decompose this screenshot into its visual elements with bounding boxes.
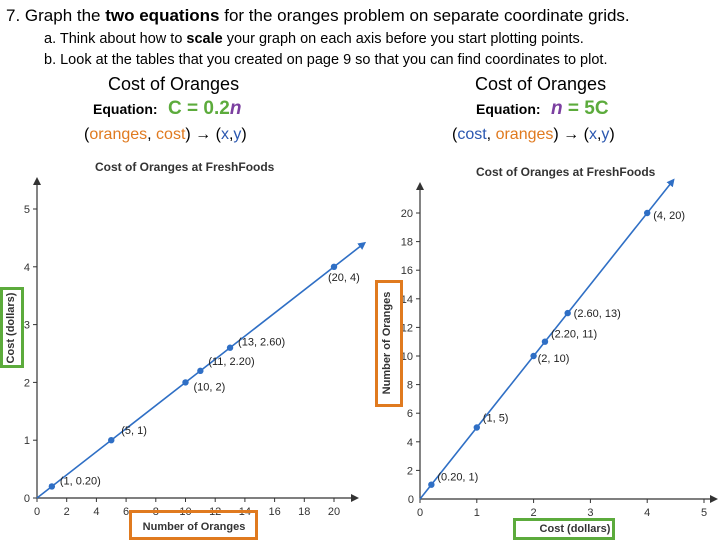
right-xy-x: x xyxy=(588,126,597,143)
data-point xyxy=(564,310,570,316)
x-tick-label: 18 xyxy=(298,506,311,518)
right-pair-first: cost xyxy=(457,126,487,143)
x-axis-label: Cost (dollars) xyxy=(539,523,611,535)
data-point-label: (2.60, 13) xyxy=(573,308,621,321)
right-xy-close: ) xyxy=(609,126,615,143)
y-tick-label: 6 xyxy=(406,408,413,421)
y-tick-label: 18 xyxy=(400,236,413,249)
right-arrow-icon: → xyxy=(558,126,584,143)
left-eq-mid: = 0.2 xyxy=(181,98,230,119)
instruction-b: b. Look at the tables that you created on page 9 so that you can find coordinates to plot. xyxy=(44,52,608,68)
left-arrow-icon: → xyxy=(190,126,216,143)
x-tick-label: 20 xyxy=(327,506,341,518)
y-tick-label: 1 xyxy=(23,435,30,448)
right-pair-comma: , xyxy=(486,126,496,143)
y-axis-label: Number of Oranges xyxy=(381,291,393,395)
y-tick-label: 10 xyxy=(400,351,413,363)
left-equation-label: Equation: xyxy=(93,101,158,117)
chart-title: Cost of Oranges at FreshFoods xyxy=(476,165,656,179)
right-xy-open: ( xyxy=(583,126,589,143)
left-eq-c: C xyxy=(168,98,182,119)
left-xy-close: ) xyxy=(241,126,247,143)
left-eq-n: n xyxy=(229,98,242,119)
data-point-label: (13, 2.60) xyxy=(238,336,286,349)
data-point-label: (20, 4) xyxy=(328,271,360,284)
data-point-label: (1, 0.20) xyxy=(59,475,101,488)
data-point xyxy=(644,210,650,216)
right-equation-label: Equation: xyxy=(476,101,541,117)
data-point xyxy=(530,353,536,359)
left-pair-second: cost xyxy=(156,126,186,143)
right-pair-second: oranges xyxy=(495,126,554,143)
data-point xyxy=(182,379,188,385)
question-bold: two equations xyxy=(105,6,220,25)
data-point xyxy=(428,482,434,488)
x-tick-label: 5 xyxy=(700,507,708,519)
left-xy-open: ( xyxy=(215,126,221,143)
x-tick-label: 4 xyxy=(93,506,100,518)
instruction-a-bold: scale xyxy=(186,31,223,47)
data-point xyxy=(542,339,548,345)
data-point-label: (10, 2) xyxy=(193,381,226,394)
y-tick-label: 14 xyxy=(400,293,413,306)
right-eq-n: n xyxy=(551,98,563,119)
data-point xyxy=(197,368,203,374)
instruction-a-part2: your graph on each axis before you start plotting points. xyxy=(222,31,584,47)
data-point-label: (5, 1) xyxy=(121,425,147,438)
x-tick-label: 14 xyxy=(238,506,252,518)
chart-title: Cost of Oranges at FreshFoods xyxy=(95,160,275,174)
chart-left xyxy=(2,160,364,539)
x-tick-label: 1 xyxy=(473,507,480,519)
y-axis-label: Cost (dollars) xyxy=(5,292,17,364)
y-tick-label: 4 xyxy=(23,261,30,274)
data-point xyxy=(108,437,114,443)
x-tick-label: 2 xyxy=(63,506,70,518)
x-axis-label: Number of Oranges xyxy=(142,521,246,533)
right-xy-comma: , xyxy=(596,126,602,143)
right-eq-c: C xyxy=(594,98,609,119)
left-pair-open: ( xyxy=(84,126,90,143)
y-tick-label: 16 xyxy=(400,265,413,278)
x-tick-label: 0 xyxy=(416,507,424,519)
y-tick-label: 2 xyxy=(406,465,413,478)
data-point xyxy=(474,424,480,430)
y-tick-label: 20 xyxy=(400,208,413,220)
y-tick-label: 2 xyxy=(23,377,30,390)
right-eq-mid: = 5 xyxy=(562,98,595,119)
x-tick-label: 12 xyxy=(209,506,222,518)
left-xy-comma: , xyxy=(228,126,234,143)
left-xy-y: y xyxy=(233,126,242,143)
question-suffix: for the oranges problem on separate coordinate grids. xyxy=(219,6,630,25)
right-pair-open: ( xyxy=(452,126,458,143)
y-tick-label: 0 xyxy=(407,494,414,506)
left-pair-close: ) xyxy=(185,126,191,143)
data-point-label: (11, 2.20) xyxy=(208,355,255,368)
left-pair-first: oranges xyxy=(89,126,148,143)
instruction-a-part1: a. Think about how to xyxy=(44,31,187,47)
y-tick-label: 12 xyxy=(400,322,413,335)
right-pair-close: ) xyxy=(553,126,559,143)
y-tick-label: 3 xyxy=(23,319,30,332)
data-point-label: (0.20, 1) xyxy=(437,471,479,484)
right-title: Cost of Oranges xyxy=(475,74,607,94)
data-point xyxy=(49,483,55,489)
data-point-label: (2, 10) xyxy=(537,353,570,365)
x-tick-label: 0 xyxy=(33,506,41,518)
y-tick-label: 8 xyxy=(406,379,413,392)
y-tick-label: 0 xyxy=(23,493,30,505)
data-point-label: (4, 20) xyxy=(653,210,685,222)
left-xy-x: x xyxy=(220,126,229,143)
left-pair-comma: , xyxy=(147,126,157,143)
question-prefix: 7. Graph the xyxy=(6,6,106,25)
x-tick-label: 8 xyxy=(152,506,159,518)
data-point xyxy=(227,345,233,351)
x-tick-label: 4 xyxy=(644,507,651,519)
data-point xyxy=(331,264,337,270)
right-xy-y: y xyxy=(601,126,610,143)
data-point-label: (2.20, 11) xyxy=(550,328,598,341)
chart-right xyxy=(377,165,716,539)
x-tick-label: 2 xyxy=(530,507,537,519)
x-tick-label: 3 xyxy=(587,507,594,519)
y-tick-label: 5 xyxy=(23,204,30,216)
x-tick-label: 16 xyxy=(268,506,281,518)
x-tick-label: 10 xyxy=(179,506,192,518)
y-tick-label: 4 xyxy=(406,436,413,449)
data-point-label: (1, 5) xyxy=(482,412,509,425)
x-tick-label: 6 xyxy=(123,506,130,518)
left-title: Cost of Oranges xyxy=(108,74,240,94)
